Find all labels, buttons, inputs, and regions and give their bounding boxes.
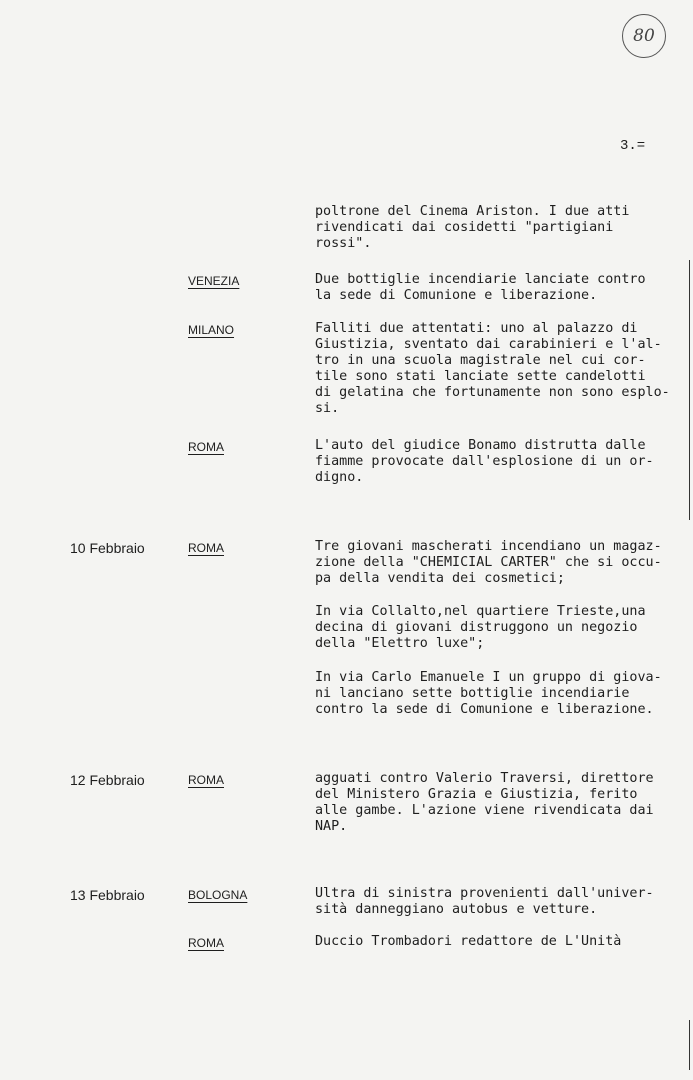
margin-mark [689, 1020, 691, 1070]
entry-text: Due bottiglie incendiarie lanciate contro la sede di Comunione e liberazione. [315, 272, 646, 303]
entry-text: L'auto del giudice Bonamo distrutta dalle fiamme provocate dall'esplosione di un or- digno. [315, 438, 654, 485]
entry-text: Duccio Trombadori redattore de L'Unità [315, 934, 622, 949]
margin-mark [689, 260, 691, 520]
entry-text: Ultra di sinistra provenienti dall'univer- sità danneggiano autobus e vetture. [315, 886, 654, 917]
entry-text: In via Collalto,nel quartiere Trieste,una decina di giovani distruggono un negozio della "Elettro luxe"; [315, 604, 646, 651]
entry-date: 10 Febbraio [70, 540, 145, 556]
entry-text: In via Carlo Emanuele I un gruppo di giova- ni lanciano sette bottiglie incendiarie contro la sede di Comunione e liberazione. [315, 670, 662, 717]
entry-city: ROMA [188, 773, 224, 787]
page-number: 3.= [620, 138, 646, 154]
entry-city: ROMA [188, 936, 224, 950]
entry-city: VENEZIA [188, 274, 240, 288]
entry-text: Falliti due attentati: uno al palazzo di Giustizia, sventato dai carabinieri e l'al- tro in una scuola magistrale nel cui cor- tile sono stati lanciate sette candelotti di gelatina che fortunamente non sono esplo- si. [315, 321, 670, 416]
entry-text: poltrone del Cinema Ariston. I due atti rivendicati dai cosidetti "partigiani rossi". [315, 204, 630, 251]
entry-city: ROMA [188, 440, 224, 454]
archive-stamp: 80 [622, 14, 666, 58]
entry-city: ROMA [188, 541, 224, 555]
entry-text: Tre giovani mascherati incendiano un magaz- zione della "CHEMICIAL CARTER" che si occu- pa della vendita dei cosmetici; [315, 539, 662, 586]
entry-date: 13 Febbraio [70, 887, 145, 903]
entry-date: 12 Febbraio [70, 772, 145, 788]
entry-text: agguati contro Valerio Traversi, direttore del Ministero Grazia e Giustizia, ferito alle gambe. L'azione viene rivendicata dai NAP. [315, 771, 654, 834]
entry-city: MILANO [188, 323, 235, 337]
entry-city: BOLOGNA [188, 888, 248, 902]
